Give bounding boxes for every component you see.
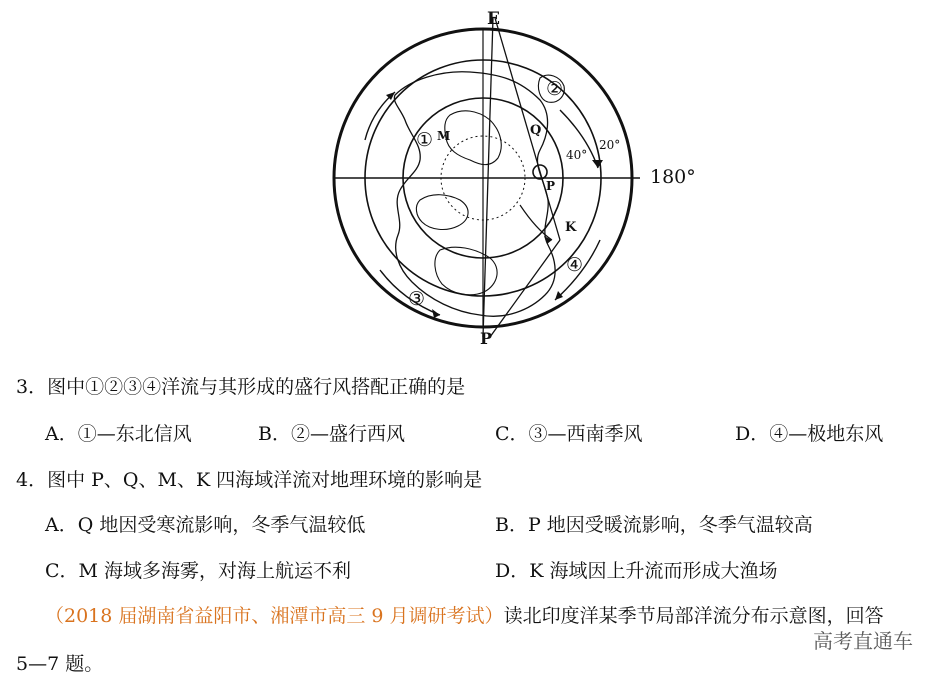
polar-map-diagram <box>300 0 720 345</box>
label-P-bottom: P <box>480 329 493 345</box>
arrowhead-4 <box>555 291 563 300</box>
source-text-line1: 读北印度洋某季节局部洋流分布示意图，回答 <box>503 605 884 627</box>
question-4-option-d: D．K 海域因上升流而形成大渔场 <box>495 560 778 582</box>
question-3-option-c: C．③—西南季风 <box>495 423 643 445</box>
question-3-option-a: A．①—东北信风 <box>45 423 192 445</box>
label-current-2: ② <box>546 78 564 100</box>
arrowhead-2 <box>592 160 603 168</box>
label-40deg: 40° <box>566 148 588 162</box>
continent-outline-inner <box>445 111 501 165</box>
arrowhead-3 <box>432 309 440 318</box>
question-3-stem: 3．图中①②③④洋流与其形成的盛行风搭配正确的是 <box>16 376 466 398</box>
source-text-line2: 5—7 题。 <box>16 653 104 675</box>
label-180: 180° <box>650 166 696 188</box>
label-K: K <box>565 220 577 235</box>
label-20deg: 20° <box>599 138 621 152</box>
label-current-4: ④ <box>566 254 584 276</box>
label-M: M <box>437 129 451 143</box>
question-4-option-c: C．M 海域多海雾，对海上航运不利 <box>45 560 352 582</box>
label-current-3: ③ <box>408 288 426 310</box>
continent-outline-asia <box>416 195 468 230</box>
watermark: 高考直通车 <box>813 629 913 653</box>
label-Q: Q <box>530 123 542 138</box>
question-3-option-b: B．②—盛行西风 <box>258 423 405 445</box>
question-4-option-b: B．P 地因受暖流影响，冬季气温较高 <box>495 514 813 536</box>
continent-outline-south <box>435 247 497 295</box>
source-citation: （2018 届湖南省益阳市、湘潭市高三 9 月调研考试） <box>45 605 504 627</box>
question-3-option-d: D．④—极地东风 <box>735 423 884 445</box>
label-current-1: ① <box>416 129 434 151</box>
question-4-option-a: A．Q 地因受寒流影响，冬季气温较低 <box>45 514 366 536</box>
label-P: P <box>546 179 556 193</box>
source-line <box>45 601 884 628</box>
label-E: E <box>487 9 500 29</box>
question-4-stem: 4．图中 P、Q、M、K 四海域洋流对地理环境的影响是 <box>16 469 483 491</box>
line-E-right <box>495 18 560 240</box>
